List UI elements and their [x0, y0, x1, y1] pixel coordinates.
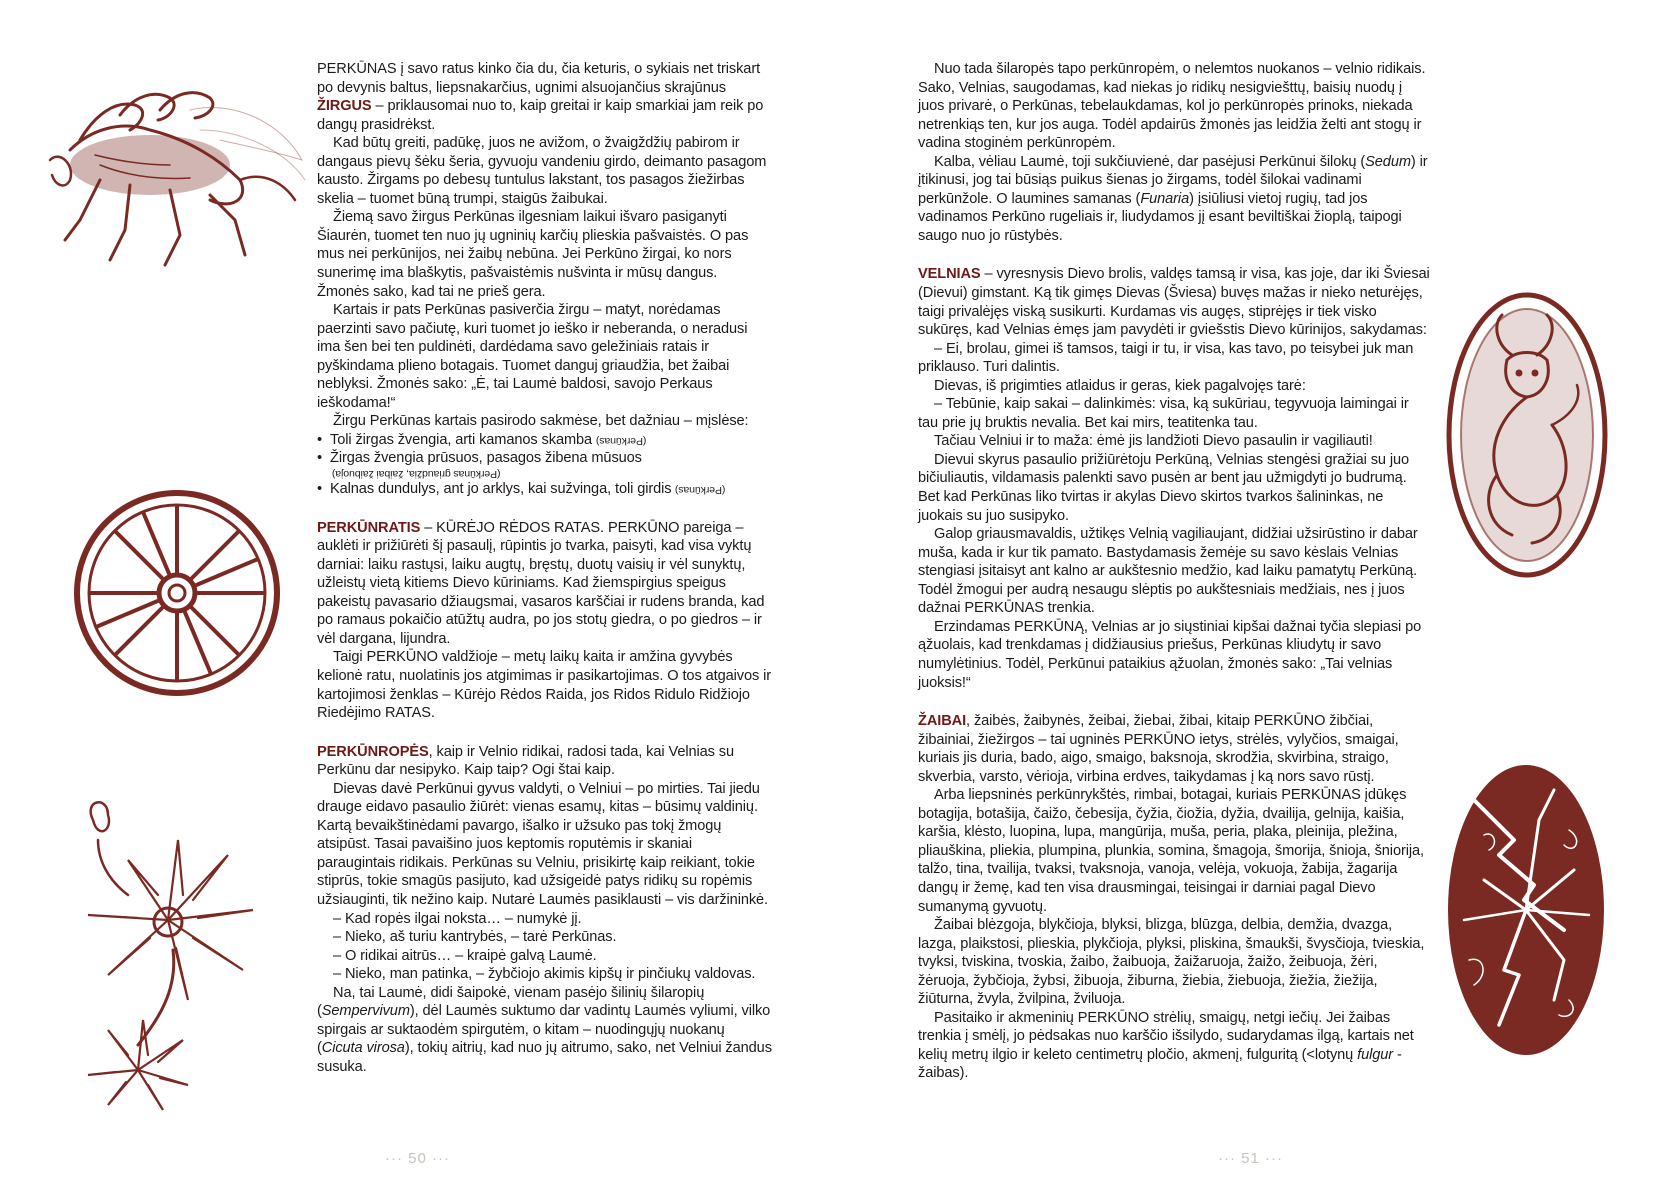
velnias-term: VELNIAS — [918, 266, 981, 283]
ropes-p3-c: ), dėl Laumės suktumo dar vadintų Laumės vyliumi, vilko spirgais ar suktaodėm spirgutėm, o kitam – nuodingųjų nuokanų ( — [317, 1003, 771, 1057]
devil-medallion-drawing — [1442, 285, 1612, 585]
zirgus-paragraph-3: Žiemą savo žirgus Perkūnas ilgesniam laikui išvaro pasiganyti Šiaurėn, tuomet ten nuo jų ugninių karčių plieskia pašvaistės. O pas mus nei perkūnijos, nei žaibų nebūna. Jei Perkūno žirgai, ko nors sunerimę ima blaškytis, pašvaistėmis nušvinta ir mūsų dangus. Žmonės sako, kad tai ne prieš gera. — [317, 209, 749, 300]
riddle-text: Toli žirgas žvengia, arti kamanos skamba — [330, 431, 596, 448]
ropes-term: PERKŪNROPĖS — [317, 743, 429, 760]
riddle-list — [317, 431, 772, 499]
section-zirgus — [317, 60, 772, 499]
page-number-left: ··· 50 ··· — [385, 1150, 450, 1167]
ratis-term: PERKŪNRATIS — [317, 519, 421, 536]
lightning-oval-drawing — [1444, 760, 1609, 1060]
intro-p2-latin-2: Funaria — [1140, 190, 1190, 207]
zirgus-paragraph-5: Žirgu Perkūnas kartais pasirodo sakmėse, bet dažniau – mįslėse: — [333, 413, 749, 430]
ropes-paragraph-3 — [317, 984, 772, 1077]
ropes-dialogue-2: – Nieko, aš turiu kantrybės, – tarė Perkūnas. — [333, 929, 617, 946]
intro-p2-c: ) ir įtikinusi, jog tai būsiąs puikus šienas jo žirgams, todėl šilokai vadinami perkūnžole. O laumines samanas ( — [918, 153, 1428, 207]
intro-paragraph-1: Nuo tada šilaropės tapo perkūnropėm, o nelemtos nuokanos – velnio ridikais. Sako, Velnias, saugodamas, kad niekas jo ridikų nesigviešttų, baisių nuodų į juos privarė, o Perkūnas, tebelaukdamas, kol jo perkūnropės prinoks, niekada netrenkiąs ten, kur jos auga. Todėl apdairūs žmonės jas leidžia želti ant stogų ir vadina stoginėm perkūnropėm. — [918, 61, 1426, 152]
intro-p2-a: Kalba, vėliau Laumė, toji sukčiuvienė, dar pasėjusi Perkūnui šilokų ( — [934, 153, 1366, 170]
section-zaibai — [918, 712, 1430, 1083]
ropes-dialogue-4: – Nieko, man patinka, – žybčiojo akimis kipšų ir pinčiukų valdovas. — [333, 966, 756, 983]
velnias-paragraph-6: Erzindamas PERKŪNĄ, Velnias ar jo siųstiniai kipšai dažnai tyčia slepiasi po ąžuolais, kad trenkdamas į didžiausius priešus, Perkūnas kliudytų ir savo numylėtinius. Todėl, Perkūnui pataikius ąžuolan, žmonės sako: „Tai velnias juoksis!“ — [918, 618, 1422, 691]
ratis-paragraph-2: Taigi PERKŪNO valdžioje – metų laikų kaita ir amžina gyvybės kelionė ratu, nuolatinis jos atgimimas ir pasikartojimas. O tos atgaivos ir kartojimosi ženklas – Kūrėjo Rėdos Raida, jos Ridos Ridulo Ridžiojo Riedėjimo RATAS. — [317, 649, 772, 722]
ratis-p1: – KŪRĖJO RĖDOS RATAS. PERKŪNO pareiga – auklėti ir prižiūrėti šį pasaulį, rūpintis jo tvarka, paisyti, kad visa vyktų darniai: laiku rastųsi, laiku augtų, bręstų, duotų vaisių ir vėl sunyktų, užleistų vietą kitiems Dievo kūriniams. Kad žiemspirgius speigus pakeistų pavasario džiaugsmai, vasaros karščiai ir rudens branda, kad po ramaus pokaičio atūžtų audra, po jos stotų giedra, o po giedros – ir vėl dargana, lijundra. — [317, 519, 765, 647]
velnias-paragraph-2: Dievas, iš prigimties atlaidus ir geras, kiek pagalvojęs tarė: — [934, 377, 1306, 394]
zaibai-term: ŽAIBAI — [918, 713, 967, 730]
ropes-paragraph-2: Dievas davė Perkūnui gyvus valdyti, o Velniui – po mirties. Tai jiedu drauge eidavo pasaulio žiūrėt: vienas esamų, kitas – būsimų valdinių. Kartą bevaikštinėdami pavargo, išalko ir užsuko pas tokį žmogų atsipūst. Tasai pavaišino juos keptomis roputėmis ir skaniai paraugintais ridikais. Perkūnas su Velniu, prisikirtę kaip reikiant, tokie stiprūs, tokie smagūs pasijuto, kad užsigeidė patys ridikų su ropėmis užsiauginti, tik nežino kaip. Nutarė Laumės pasiklausti – vis daržininkė. — [317, 780, 769, 908]
section-intro — [918, 60, 1430, 245]
riddle-item — [317, 431, 772, 450]
right-text-column — [918, 60, 1430, 1083]
intro-paragraph-2 — [918, 153, 1430, 246]
zirgus-p1-start: PERKŪNAS į savo ratus kinko čia du, čia keturis, o sykiais net triskart po devynis baltus, liepsnakarčius, ugnimi alsuojančius skrajūnus — [317, 61, 761, 96]
horses-drawing — [40, 70, 310, 270]
left-page — [0, 0, 832, 1200]
intro-p2-e: ) įsiūliusi vietoj rugių, tad jos vadinamos Perkūno rugeliais ir, liudydamos jį esant beviltiškai žioplą, taipogi saugo nuo jo rūstybės. — [918, 190, 1402, 244]
zaibai-p1: , žaibės, žaibynės, žeibai, žiebai, žibai, kitaip PERKŪNO žibčiai, žibainiai, žiežirgos – tai ugninės PERKŪNO ietys, strėlės, vylyčios, smaigai, kuriais jis duria, bado, aigo, smaigo, baksnoja, skrodžia, skvirbina, straigo, skverbia, varsto, vėrioja, virbina erdves, taikydamas į ką nors savo rūstį. — [918, 713, 1399, 785]
velnias-dialogue-2: – Tebūnie, kaip sakai – dalinkimės: visa, ką sukūriau, tegyvuoja laimingai ir tau prie jų bruktis nevalia. Bet kai mirs, teatitenka tau. — [918, 396, 1409, 431]
riddle-answer: (Perkūnas) — [675, 484, 726, 497]
zaibai-paragraph-3: Žaibai blėzgoja, blykčioja, blyksi, blizga, blūzga, delbia, demžia, dvazga, lazga, plaikstosi, plieskia, plykčioja, plyksi, pliskina, šmaukši, švysčioja, tvieskia, tvyksi, tviskina, tvoskia, žaibo, žaibuoja, žaižaruoja, žaižo, žeibuoja, žėri, žėruoja, žybčioja, žybsi, žibuoja, žiburna, žiebia, žiebuoja, žiežia, žiežija, žiūturna, žvyla, žvilpina, žviluoja. — [918, 917, 1425, 1008]
zirgus-paragraph-1 — [317, 60, 772, 134]
left-text-column — [317, 60, 772, 1076]
zirgus-paragraph-4: Kartais ir pats Perkūnas pasiverčia žirgu – matyt, norėdamas paerzinti savo pačiutę, kuri tuomet jo ieško ir neberanda, o neradusi ima šen bei ten puldinėti, dardėdama savo geležiniais ratais ir pyškindama plieno botagais. Tuomet danguj griaudžia, bet žaibai neblyksi. Žmonės sako: „Ė, tai Laumė baldosi, savojo Perkaus ieškodama!“ — [317, 302, 748, 411]
ratis-paragraph-1 — [317, 519, 772, 649]
zaibai-paragraph-2: Arba liepsninės perkūnrykštės, rimbai, botagai, kuriais PERKŪNAS įdūkęs botagija, botašija, čaižo, čebesija, čyžia, čiožia, dyžia, dvailija, gelnija, kaišia, karšia, klėsto, luopina, lupa, mangūrija, muša, peria, plaka, pleinija, pležina, pliauškina, pliekia, plumpina, plunkia, somina, šmagoja, šmorija, šnioja, šniorija, talžo, tina, tvailija, tvaksi, tvaksnoja, vanoja, velėja, vokuoja, žabija, žagarija dangų ir žemę, kad ten visa drausmingai, teisingai ir darniai pagal Dievo sumanymą gyvuotų. — [918, 787, 1424, 915]
section-perkunratis — [317, 519, 772, 723]
zirgus-paragraph-2: Kad būtų greiti, padūkę, juos ne avižom, o žvaigždžių pabirom ir dangaus pievų šėku šeria, gyvuoju vandeniu girdo, deimanto pasagom kausto. Žirgams po debesų tuntulus lakstant, tos pasagos žiežirbas skelia – tuomet būną trumpi, staigūs žaibukai. — [317, 135, 767, 207]
zaibai-p4-a: Pasitaiko ir akmeninių PERKŪNO strėlių, smaigų, netgi iečių. Jei žaibas trenkia į smėlį, jo pėdsakas nuo karščio išsilydo, sudarydamas ilgą, kartais net kelių metrų ilgio ir keleto centimetrų pločio, akmenį, fulguritą (<lotynų — [918, 1009, 1414, 1063]
zaibai-p4-latin: fulgur — [1357, 1046, 1394, 1063]
ropes-dialogue-3: – O ridikai aitrūs… – kraipė galvą Laumė. — [333, 947, 597, 964]
riddle-item — [317, 480, 772, 499]
intro-p2-latin-1: Sedum — [1365, 153, 1411, 170]
velnias-paragraph-4: Dievui skyrus pasaulio prižiūrėtoju Perkūną, Velnias stengėsi gražiai su juo bičiuliautis, vildamasis palenkti savo pusėn ar bent jau užmigdyti jo budrumą. Bet kad Perkūnas liko tvirtas ir akylas Dievo skirtos tvarkos šalininkas, ne juokais su juo susipyko. — [918, 451, 1410, 524]
ropes-p3-latin-2: Cicuta virosa — [321, 1040, 405, 1057]
velnias-dialogue-1: – Ei, brolau, gimei iš tamsos, taigi ir tu, ir visa, kas tavo, po teisybei juk man priklauso. Turi dalintis. — [918, 340, 1414, 376]
section-perkunropes — [317, 743, 772, 1077]
zaibai-p4-c: - žaibas). — [918, 1046, 1402, 1082]
velnias-p1: – vyresnysis Dievo brolis, valdęs tamsą ir visa, kas joje, dar iki Šviesai (Dievui) gimstant. Ką tik gimęs Dievas (Šviesa) buvęs mažas ir nieko neturėjęs, taigi privalėjęs viską susikurti. Kurdamas vis augęs, stiprėjęs ir tiek visko sukūręs, kad Velnias ėmęs jam pavydėti ir gviešstis Dievo kūrinijos, sakydamas: — [918, 266, 1430, 339]
ropes-dialogue-1: – Kad ropės ilgai noksta… – numykė jį. — [333, 910, 582, 927]
section-velnias — [918, 265, 1430, 692]
ropes-p3-e: ), tokių aitrių, kad nuo jų aitrumo, sako, net Velniui žandus susuka. — [317, 1040, 772, 1075]
zaibai-paragraph-4 — [918, 1009, 1430, 1083]
velnias-paragraph-1 — [918, 265, 1430, 339]
riddle-text: Žirgas žvengia prūsuos, pasagos žibena mūsuos — [330, 450, 642, 467]
wheel-drawing — [72, 488, 282, 698]
right-page — [832, 0, 1665, 1200]
riddle-answer: (Perkūnas griaudžia, žaibai žaibuoja) — [332, 468, 501, 481]
riddle-answer: (Perkūnas) — [596, 434, 647, 447]
riddle-text: Kalnas dundulys, ant jo arklys, kai sužvinga, toli girdis — [330, 481, 676, 498]
ropes-paragraph-1 — [317, 743, 772, 780]
page-number-right: ··· 51 ··· — [1218, 1150, 1283, 1167]
zirgus-p1-end: – priklausomai nuo to, kaip greitai ir kaip smarkiai jam reik po dangų prasidrėkst. — [317, 98, 764, 133]
velnias-paragraph-5: Galop griausmavaldis, užtikęs Velnią vagiliaujant, didžiai užsirūstino ir dabar muša, kada ir kur tik pamato. Bastydamasis žemėje su savo kėslais Velnias stengiasi įsitaisyt ant kalno ar aukštesnio medžio, kad laiku pamatytų Perkūną. Todėl žmogui per audrą nesaugu slėptis po aukštesniais medžiais, nes į juos dažnai PERKŪNAS trenkia. — [918, 526, 1418, 617]
riddle-item — [317, 449, 772, 480]
ropes-p1: , kaip ir Velnio ridikai, radosi tada, kai Velnias su Perkūnu dar nesipyko. Kaip taip? Ogi štai kaip. — [317, 743, 735, 779]
ropes-p3-a: Na, tai Laumė, didi šaipokė, vienam pasėjo šilinių šilaropių ( — [317, 984, 705, 1020]
zaibai-paragraph-1 — [918, 712, 1430, 786]
velnias-paragraph-3: Tačiau Velniui ir to maža: ėmė jis landžioti Dievo pasaulin ir vagiliauti! — [934, 433, 1373, 450]
zirgus-term: ŽIRGUS — [317, 98, 372, 115]
ropes-p3-latin-1: Sempervivum — [321, 1003, 410, 1020]
flower-drawing — [68, 800, 268, 1120]
